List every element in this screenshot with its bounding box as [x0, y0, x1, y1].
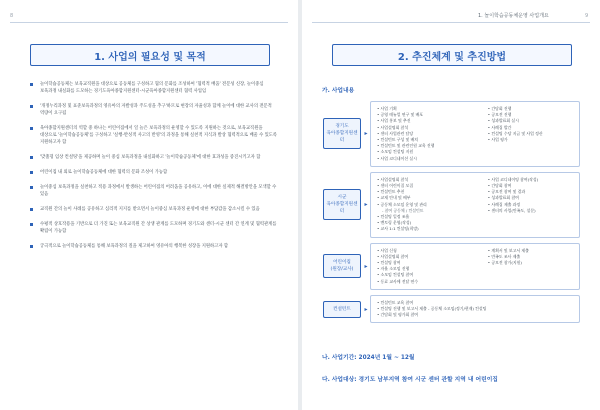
task-item: • 간담회 진행 — [487, 106, 512, 111]
paragraph — [30, 169, 278, 176]
paragraph — [30, 243, 278, 250]
org-name-box — [323, 118, 361, 149]
task-box — [370, 172, 580, 238]
org-name-box — [323, 189, 361, 220]
task-column — [488, 177, 573, 233]
task-item: • 컨설팅 수당 지급 및 사업 정산 — [487, 130, 543, 136]
header-title: 1. 놀이학습공동체운영 사업개요 — [478, 13, 549, 19]
task-item: • 교사 1:1 컨설팅(희망) — [377, 226, 419, 232]
paragraph-text: 놀이학습공동체는 보육교직원을 대상으로 공동체를 구성하고 협의 문화를 조성하여 '협력적 배움' 전문성 신장, 놀이중심 보육과정 내실화를 도모하는 경기도육아종합지원센터-시군육아종합지원센터 협력 사업임 — [40, 82, 264, 94]
org-row — [322, 243, 580, 290]
task-item: • 성과발표회 참여 — [487, 195, 519, 201]
page-number: 8 — [10, 13, 14, 19]
task-item: • 사업설명회 참여 — [377, 253, 409, 259]
task-item: • 컨설턴트 구성 및 배치 — [377, 137, 419, 143]
bullet-marker — [30, 245, 33, 248]
bullet-marker — [30, 186, 33, 189]
section-banner — [332, 44, 572, 66]
task-item: • 사업설명회 참석 — [377, 176, 409, 182]
page-number: 9 — [585, 13, 589, 19]
org-name-line: 어린이집 — [333, 260, 351, 266]
paragraph-text: 육아종합지원센터의 역할 중 하나는 어린이집에서 일 놀은 보육과정의 운영할 수 있도록 지원하는 것으로, 보육교직원을 대상으로 '놀이학습공동체'를 구성하고 '실행-반성적 사고의 반영'의 과정을 통해 실천적 지식과 발상 협력적으로 배울 수 있도록 지원하고자 함 — [40, 126, 278, 145]
paragraph-text: '맞춤형 임상 컨설팅'을 제공하며 놀이 중심 보육과정을 내실화하고 '놀이학습공동체'에 대한 효과성을 증진시키고자 함 — [40, 155, 261, 160]
org-name-box — [323, 301, 361, 318]
paragraph-text: 수평적 상호작용을 기반으로 더 가진 또는 보육교직원 간 상생 관계를 도모하며 경기도와 센터-시군 센터 간 연계 및 협력관계를 확립이 가능함 — [40, 222, 277, 234]
task-item: • 사업 코디네이션 실시 — [377, 155, 417, 161]
task-item: • 사례집 제출 과정 — [487, 201, 521, 207]
section-label-b: 나. 사업기간: 2024년 1월 ~ 12월 — [322, 355, 415, 361]
task-item: • 공모전 진행 — [487, 112, 512, 118]
task-item: • 사업 코디네이팅 참여(작성) — [487, 176, 539, 182]
paragraph-text: 교직원 간의 놀이 사례를 공유하고 심리적 지지를 받으면서 놀이중심 보육과정 운영에 대한 부담감을 감소시킬 수 있음 — [40, 207, 260, 212]
arrow-right-icon: ▸ — [364, 305, 368, 313]
task-item: • 소모임 컨설팅 지원 — [377, 149, 414, 155]
task-item: • 공모전 참여 및 결과 — [487, 189, 526, 195]
org-name-box — [323, 254, 361, 278]
header-rule — [10, 22, 288, 23]
task-item: • 공영 매뉴얼 연구 및 배포 — [377, 112, 424, 118]
right-page — [302, 0, 600, 410]
bullet-marker — [30, 105, 33, 108]
task-column — [377, 300, 488, 319]
org-name-line: 육아종합지원센터 — [326, 202, 358, 215]
task-item: • 컨설팅 일정 조율 — [377, 214, 410, 220]
task-item: • 공모전 참가(지원) — [487, 260, 522, 266]
task-item: • 간담회 참여 — [487, 183, 512, 189]
section-banner — [30, 44, 270, 66]
task-column — [377, 248, 488, 285]
paragraph — [30, 154, 278, 161]
bullet-marker — [30, 223, 33, 226]
org-cell — [322, 295, 362, 324]
paragraph — [30, 125, 278, 146]
paragraph — [30, 221, 278, 235]
org-name-line: 시군 — [337, 195, 347, 201]
bullet-marker — [30, 127, 33, 130]
arrow-right-icon: ▸ — [364, 201, 368, 209]
task-item: • 컨설팅 참여 — [377, 260, 401, 266]
task-item: • 만족도 조사 제출 — [487, 253, 521, 259]
arrow-right-icon: ▸ — [364, 262, 368, 270]
header-rule — [312, 22, 590, 23]
paragraph-text: 어린이집 내 외로 놀이학습공동체에 대한 협력의 문화 조성이 가능함 — [40, 170, 168, 175]
banner-title: 1. 사업의 필요성 및 목적 — [94, 51, 206, 63]
paragraph-text: 궁극적으로 놀이학습공동체를 통해 보육과정의 질을 제고하여 영유아의 행복한 성장을 지원하고자 함 — [40, 244, 228, 249]
org-name-line: 경기도 — [335, 124, 349, 130]
task-item: • 컨설팅 진행 및 보고서 제출 - 공동체 소모임(정기/현재) 컨설팅 — [377, 306, 487, 312]
org-cell — [322, 101, 362, 167]
bullet-marker — [30, 156, 33, 159]
paragraph-text: '개정누리과정 및 표준보육과정의 영유아의 자발성과 주도성을 추구'하므로 현장의 자율성과 함께 놀이에 대한 교사의 전문적 역량이 요구됨 — [40, 104, 272, 116]
task-item: • 계획서 및 보고서 제출 — [487, 247, 529, 253]
org-row — [322, 295, 580, 324]
bullet-marker — [30, 83, 33, 86]
section-label-a: 가. 사업내용 — [322, 88, 355, 94]
section-label-c: 다. 사업대상: 경기도 남부지역 참여 시군 센터 관할 지역 내 어린이집 — [322, 377, 498, 383]
task-item: • 사업 신청 — [377, 247, 397, 253]
bullet-marker — [30, 208, 33, 211]
task-item: • 센터의 사업(만족도, 설문) — [487, 207, 536, 213]
task-item: • 간담회 및 평가회 참여 — [377, 312, 419, 318]
task-item: • 사업설명회 참석 — [377, 124, 409, 130]
task-item: • 사업 홍보 및 추진 — [377, 118, 411, 124]
task-item: • 소모임 컨설팅 참여 — [377, 272, 414, 278]
paragraph-list — [30, 81, 278, 258]
left-page — [0, 0, 298, 410]
task-item: • 센터 사업관련 담당 — [377, 130, 414, 136]
task-item: • 멘토링 운영(작성) — [377, 220, 412, 226]
org-name-line: (원장/교사) — [330, 267, 354, 273]
task-item: • 센터 어린이집 모집 — [377, 183, 414, 189]
task-item: • 컨설턴트 추천 — [377, 189, 405, 195]
org-name-line: 육아종합지원센터 — [326, 131, 358, 144]
task-column — [377, 106, 488, 162]
task-item: - 참여 공동체 / 컨설턴트 — [382, 207, 424, 213]
task-item: • 자율 소모임 진행 — [377, 266, 410, 272]
task-item: • 사업 평가 — [487, 137, 508, 143]
task-item: • 사업 기획 — [377, 106, 397, 111]
task-box — [370, 101, 580, 167]
org-cell — [322, 172, 362, 238]
org-name-line: 컨설턴트 — [333, 306, 351, 312]
task-item: • 컨설턴트 교육 참여 — [377, 299, 414, 305]
task-column — [488, 248, 573, 285]
task-column — [488, 106, 573, 162]
paragraph — [30, 206, 278, 213]
paragraph — [30, 184, 278, 198]
task-box — [370, 295, 580, 324]
org-row — [322, 172, 580, 238]
task-column — [488, 300, 573, 319]
bullet-marker — [30, 171, 33, 174]
paragraph-text: 놀이중심 보육과정을 실천하고 적용 과정에서 발생하는 어린이집의 어려움을 공유하고, 이에 대한 실제적 해결방안을 모색할 수 있음 — [40, 185, 277, 197]
task-box — [370, 243, 580, 290]
arrow-right-icon: ▸ — [364, 130, 368, 138]
org-row — [322, 101, 580, 167]
banner-title: 2. 추진체계 및 추진방법 — [397, 51, 507, 63]
task-item: • 교재 안내 및 배부 — [377, 195, 411, 201]
org-content-grid — [322, 101, 580, 328]
task-item: • 동료 교사에 전달 연수 — [377, 278, 419, 284]
task-item: • 사례집 발간 — [487, 124, 512, 130]
paragraph — [30, 81, 278, 95]
paragraph — [30, 103, 278, 117]
org-cell — [322, 243, 362, 290]
task-item: • 성과발표회 실시 — [487, 118, 519, 124]
task-column — [377, 177, 488, 233]
task-item: • 컨설턴트 및 관련인원 교육 진행 — [377, 143, 435, 149]
task-item: • 공동체 소모임 운영 및 관리 — [377, 201, 427, 207]
